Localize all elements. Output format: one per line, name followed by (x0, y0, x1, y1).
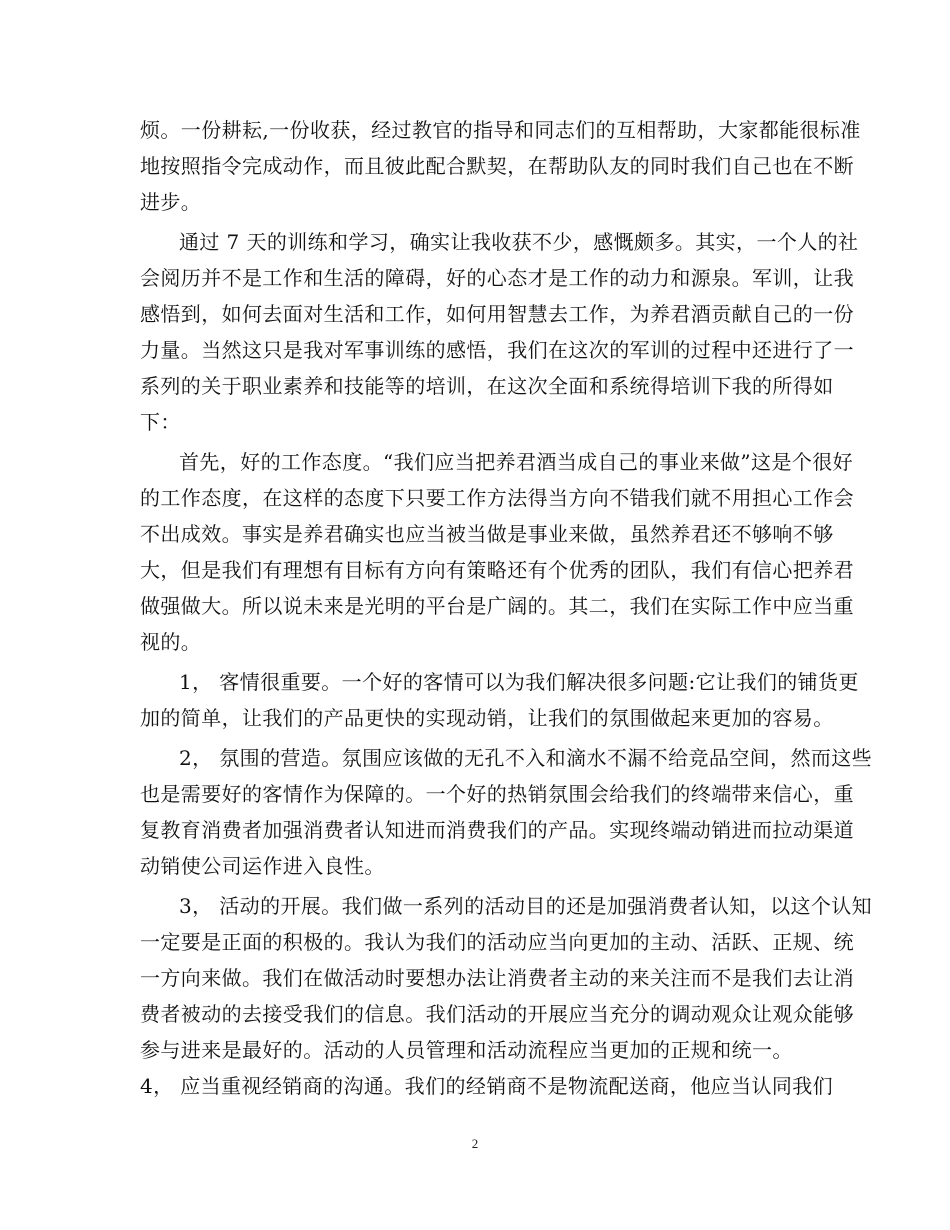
paragraph-first-line: 首先，好的工作态度。“我们应当把养君酒当成自己的事业来做”这是个很好 (179, 450, 854, 474)
page-number: 2 (471, 1136, 479, 1151)
body-text-line: 系列的关于职业素养和技能等的培训，在这次全面和系统得培训下我的所得如 (140, 374, 834, 398)
body-text-line: 参与进来是最好的。活动的人员管理和活动流程应当更加的正规和统一。 (140, 1038, 793, 1062)
body-text-line: 不出成效。事实是养君确实也应当被当做是事业来做，虽然养君还不够响不够 (140, 522, 834, 546)
body-text-line: 力量。当然这只是我对军事训练的感悟，我们在这次的军训的过程中还进行了一 (140, 338, 854, 362)
body-text-line: 下： (140, 410, 181, 434)
list-item-3-first-line: 3， 活动的开展。我们做一系列的活动目的还是加强消费者认知，以这个认知 (179, 894, 873, 918)
list-item-1-first-line: 1， 客情很重要。一个好的客情可以为我们解决很多问题:它让我们的铺货更 (179, 670, 859, 694)
body-text-line: 也是需要好的客情作为保障的。一个好的热销氛围会给我们的终端带来信心，重 (140, 782, 854, 806)
body-text-line: 进步。 (140, 190, 202, 214)
body-text-line: 动销使公司运作进入良性。 (140, 854, 385, 878)
paragraph-first-line: 通过 7 天的训练和学习，确实让我收获不少，感慨颇多。其实，一个人的社 (179, 230, 859, 254)
list-item-2-first-line: 2， 氛围的营造。氛围应该做的无孔不入和滴水不漏不给竞品空间，然而这些 (179, 746, 873, 770)
body-text-line: 的工作态度，在这样的态度下只要工作方法得当方向不错我们就不用担心工作会 (140, 486, 854, 510)
body-text-line: 4， 应当重视经销商的沟通。我们的经销商不是物流配送商，他应当认同我们 (140, 1074, 834, 1098)
body-text-line: 视的。 (140, 630, 202, 654)
body-text-line: 做强做大。所以说未来是光明的平台是广阔的。其二，我们在实际工作中应当重 (140, 594, 854, 618)
body-text-line: 一方向来做。我们在做活动时要想办法让消费者主动的来关注而不是我们去让消 (140, 966, 854, 990)
body-text-line: 烦。一份耕耘,一份收获，经过教官的指导和同志们的互相帮助，大家都能很标准 (140, 118, 861, 142)
body-text-line: 地按照指令完成动作，而且彼此配合默契，在帮助队友的同时我们自己也在不断 (140, 154, 854, 178)
body-text-line: 感悟到，如何去面对生活和工作，如何用智慧去工作，为养君酒贡献自己的一份 (140, 302, 854, 326)
body-text-line: 费者被动的去接受我们的信息。我们活动的开展应当充分的调动观众让观众能够 (140, 1002, 854, 1026)
body-text-line: 大，但是我们有理想有目标有方向有策略还有个优秀的团队，我们有信心把养君 (140, 558, 854, 582)
body-text-line: 复教育消费者加强消费者认知进而消费我们的产品。实现终端动销进而拉动渠道 (140, 818, 854, 842)
body-text-line: 加的简单，让我们的产品更快的实现动销，让我们的氛围做起来更加的容易。 (140, 706, 834, 730)
body-text-line: 会阅历并不是工作和生活的障碍，好的心态才是工作的动力和源泉。军训，让我 (140, 266, 854, 290)
body-text-line: 一定要是正面的积极的。我认为我们的活动应当向更加的主动、活跃、正规、统 (140, 930, 854, 954)
